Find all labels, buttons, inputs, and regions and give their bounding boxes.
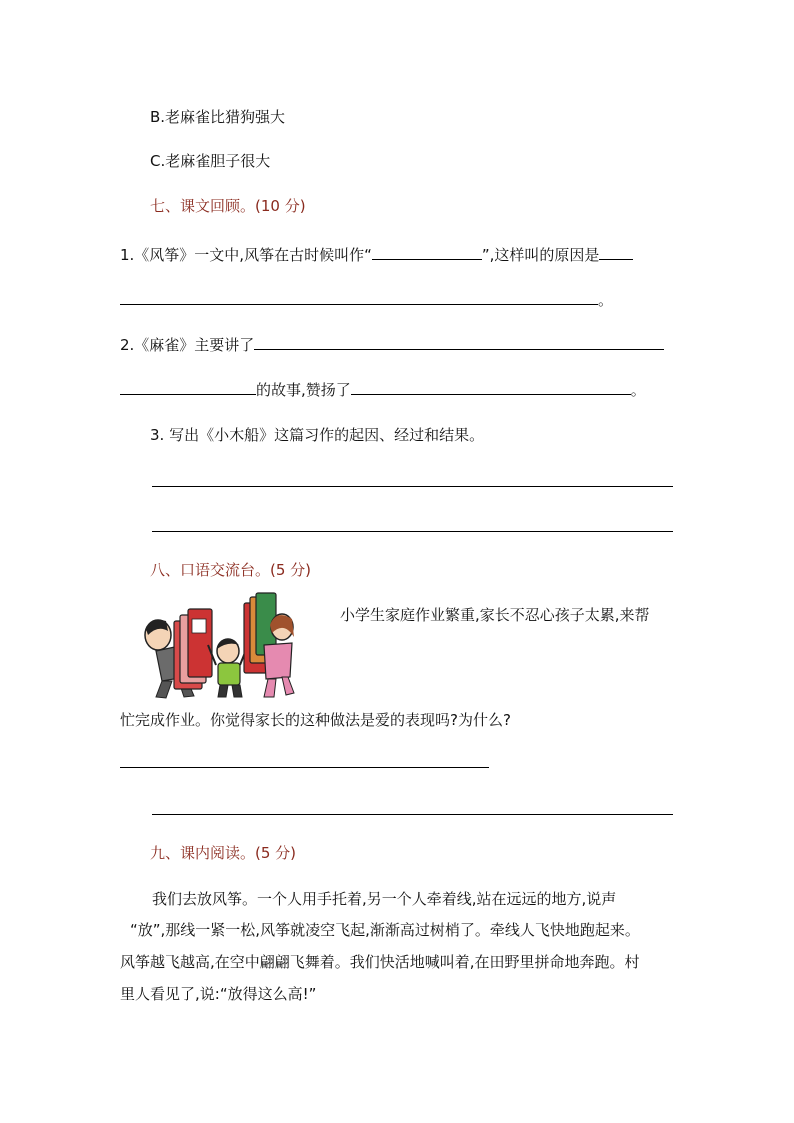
question-7-2-text-a: 2.《麻雀》主要讲了: [120, 336, 255, 354]
section-8-text-line2: 忙完成作业。你觉得家长的这种做法是爱的表现吗?为什么?: [120, 711, 511, 729]
answer-line-7-3a[interactable]: [152, 486, 673, 487]
question-7-2-line2: [120, 378, 646, 400]
answer-line-8a[interactable]: [120, 767, 489, 768]
question-7-1-line2: [120, 288, 613, 310]
answer-blank-7-2a[interactable]: [254, 333, 664, 350]
section-8-text-line1: 小学生家庭作业繁重,家长不忍心孩子太累,来帮: [340, 606, 650, 624]
answer-blank-7-1a[interactable]: [372, 243, 482, 260]
parents-doing-homework-illustration: [136, 585, 296, 700]
option-b: B.老麻雀比猎狗强大: [150, 108, 286, 126]
reading-line-1: 我们去放风筝。一个人用手托着,另一个人牵着线,站在远远的地方,说声: [152, 890, 617, 908]
section-8-title: 八、口语交流台。(5 分): [150, 561, 312, 579]
question-7-1-text-a: 1.《风筝》一文中,风筝在古时候叫作“: [120, 246, 372, 264]
question-7-2-text-b: 的故事,赞扬了: [256, 381, 351, 399]
question-7-2-line1: [120, 333, 664, 355]
question-7-3: 3. 写出《小木船》这篇习作的起因、经过和结果。: [150, 426, 485, 444]
question-7-2-end: 。: [630, 381, 646, 399]
answer-blank-7-2b[interactable]: [120, 378, 256, 395]
reading-line-3: 风筝越飞越高,在空中翩翩飞舞着。我们快活地喊叫着,在田野里拼命地奔跑。村: [120, 953, 640, 971]
answer-blank-7-1b[interactable]: [599, 243, 633, 260]
answer-blank-7-1c[interactable]: [120, 288, 598, 305]
answer-line-8b[interactable]: [152, 814, 673, 815]
answer-line-7-3b[interactable]: [152, 531, 673, 532]
reading-line-2: “放”,那线一紧一松,风筝就凌空飞起,渐渐高过树梢了。牵线人飞快地跑起来。: [130, 921, 640, 939]
question-7-1-text-b: ”,这样叫的原因是: [481, 246, 600, 264]
section-9-title: 九、课内阅读。(5 分): [150, 844, 297, 862]
question-7-1-end: 。: [598, 291, 614, 309]
question-7-1-line1: [120, 243, 633, 265]
reading-line-4: 里人看见了,说:“放得这么高!”: [120, 985, 317, 1003]
section-7-title: 七、课文回顾。(10 分): [150, 197, 306, 215]
answer-blank-7-2c[interactable]: [351, 378, 631, 395]
option-c: C.老麻雀胆子很大: [150, 152, 271, 170]
